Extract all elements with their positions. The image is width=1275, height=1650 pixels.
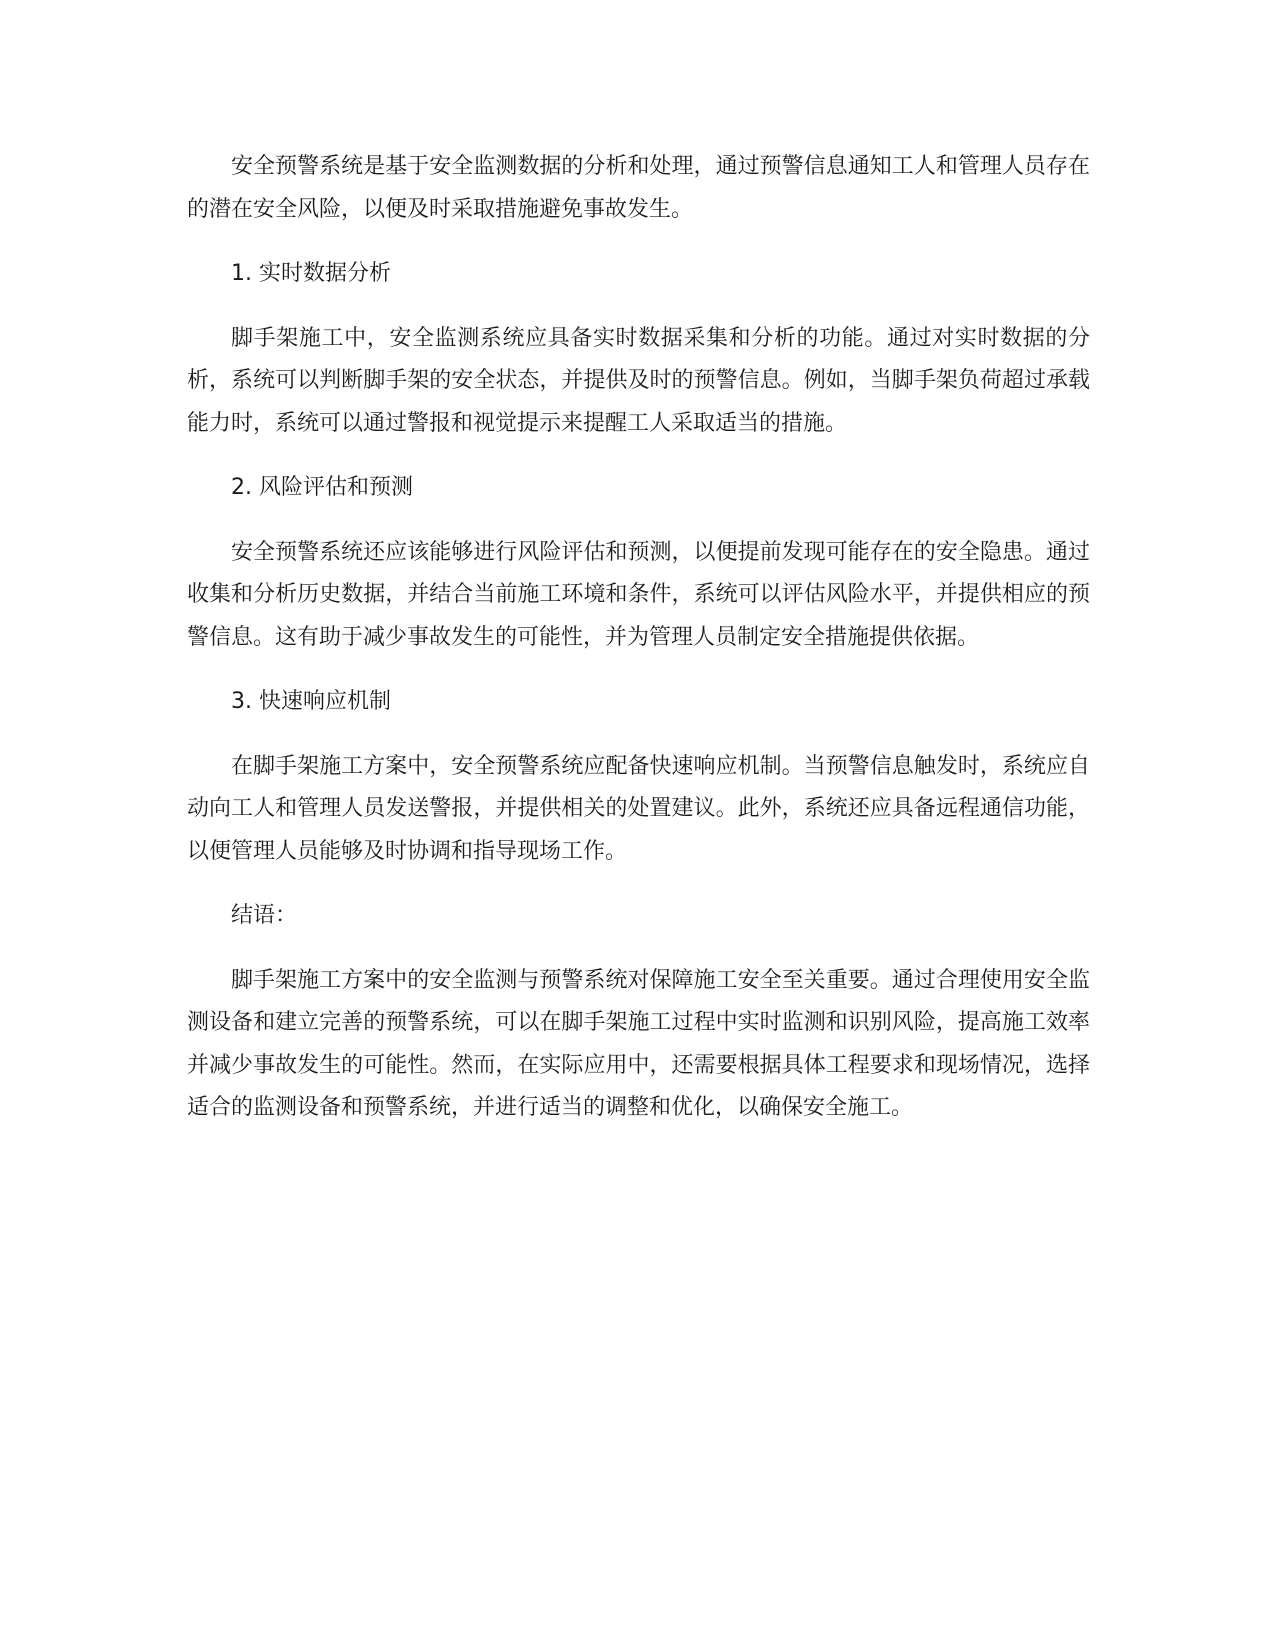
- section-heading-rapid-response: 3. 快速响应机制: [231, 689, 391, 714]
- conclusion-paragraph: 脚手架施工方案中的安全监测与预警系统对保障施工安全至关重要。通过合理使用安全监测设备和建立完善的预警系统，可以在脚手架施工过程中实时监测和识别风险，提高施工效率并减少事故发生的可能性。然而，在实际应用中，还需要根据具体工程要求和现场情况，选择适合的监测设备和预警系统，并进行适当的调整和优化，以确保安全施工。: [187, 967, 1090, 1120]
- realtime-analysis-paragraph: 脚手架施工中，安全监测系统应具备实时数据采集和分析的功能。通过对实时数据的分析，系统可以判断脚手架的安全状态，并提供及时的预警信息。例如，当脚手架负荷超过承载能力时，系统可以通过警报和视觉提示来提醒工人采取适当的措施。: [187, 325, 1090, 436]
- section-heading-realtime-analysis: 1. 实时数据分析: [231, 261, 391, 286]
- document-body: [187, 146, 1090, 1152]
- intro-paragraph: 安全预警系统是基于安全监测数据的分析和处理，通过预警信息通知工人和管理人员存在的潜在安全风险，以便及时采取措施避免事故发生。: [187, 154, 1090, 222]
- risk-assessment-paragraph: 安全预警系统还应该能够进行风险评估和预测，以便提前发现可能存在的安全隐患。通过收集和分析历史数据，并结合当前施工环境和条件，系统可以评估风险水平，并提供相应的预警信息。这有助于减少事故发生的可能性，并为管理人员制定安全措施提供依据。: [187, 539, 1090, 650]
- rapid-response-paragraph: 在脚手架施工方案中，安全预警系统应配备快速响应机制。当预警信息触发时，系统应自动向工人和管理人员发送警报，并提供相关的处置建议。此外，系统还应具备远程通信功能，以便管理人员能够及时协调和指导现场工作。: [187, 753, 1090, 864]
- section-heading-risk-assessment: 2. 风险评估和预测: [231, 475, 413, 500]
- section-heading-conclusion: 结语：: [231, 903, 298, 928]
